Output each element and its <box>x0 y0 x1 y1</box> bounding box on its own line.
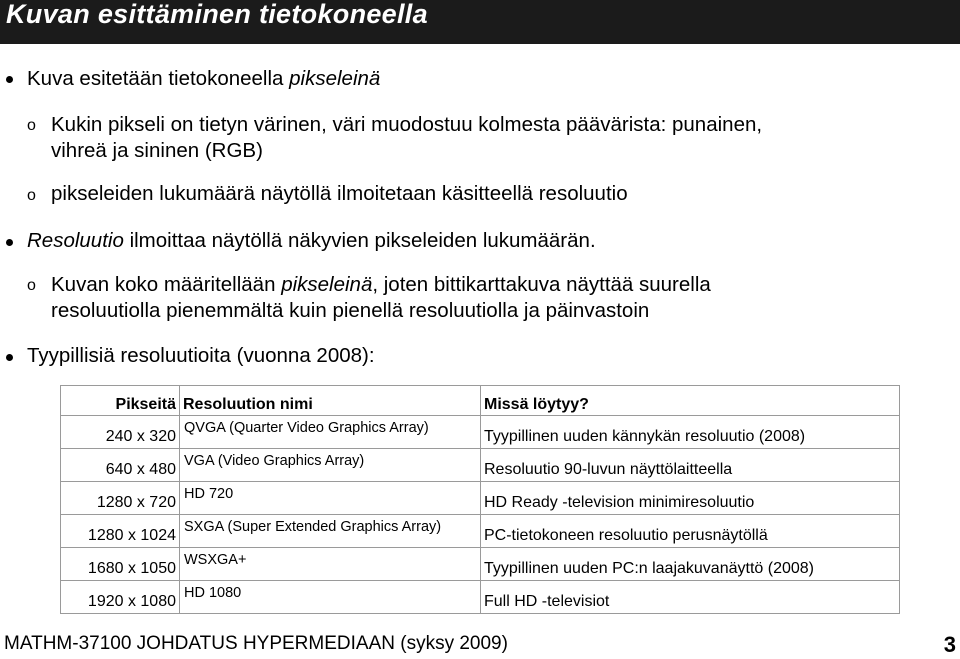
table-row <box>61 581 900 614</box>
bullet-2 <box>27 228 596 254</box>
resolution-table <box>60 385 900 614</box>
cell-pixels: 640 x 480 <box>61 449 180 482</box>
bullet-1 <box>27 66 380 92</box>
sub-bullet-3 <box>51 272 711 324</box>
table-row <box>61 548 900 581</box>
bullet-3 <box>27 343 375 369</box>
sub-bullet-3-text-end: , joten bittikarttakuva näyttää suurella <box>372 273 711 296</box>
header-resolution-name: Resoluution nimi <box>180 386 481 416</box>
cell-pixels: 1280 x 1024 <box>61 515 180 548</box>
cell-resolution-name: WSXGA+ <box>180 548 481 581</box>
table-row <box>61 416 900 449</box>
cell-pixels: 240 x 320 <box>61 416 180 449</box>
bullet-1-text: Kuva esitetään tietokoneella <box>27 67 290 90</box>
cell-where-found: Tyypillinen uuden PC:n laajakuvanäyttö (2008) <box>481 548 900 581</box>
cell-resolution-name: QVGA (Quarter Video Graphics Array) <box>180 416 481 449</box>
sub-bullet-1-line-2: vihreä ja sininen (RGB) <box>51 139 263 162</box>
cell-where-found: PC-tietokoneen resoluutio perusnäytöllä <box>481 515 900 548</box>
sub-bullet-marker: o <box>27 277 36 294</box>
cell-resolution-name: SXGA (Super Extended Graphics Array) <box>180 515 481 548</box>
bullet-3-text: Tyypillisiä resoluutioita (vuonna 2008): <box>27 344 375 367</box>
header-pixels: Pikseitä <box>61 386 180 416</box>
sub-bullet-3-text: Kuvan koko määritellään <box>51 273 282 296</box>
title-bar <box>0 0 960 44</box>
sub-bullet-marker: o <box>27 117 36 134</box>
cell-where-found: Resoluutio 90-luvun näyttölaitteella <box>481 449 900 482</box>
slide-title: Kuvan esittäminen tietokoneella <box>6 0 428 29</box>
sub-bullet-2 <box>51 181 628 207</box>
cell-where-found: Tyypillinen uuden kännykän resoluutio (2008) <box>481 416 900 449</box>
bullet-dot <box>6 239 13 246</box>
cell-pixels: 1920 x 1080 <box>61 581 180 614</box>
page-number: 3 <box>943 632 956 657</box>
sub-bullet-1 <box>51 112 762 164</box>
cell-resolution-name: VGA (Video Graphics Array) <box>180 449 481 482</box>
bullet-dot <box>6 354 13 361</box>
table-row <box>61 449 900 482</box>
cell-pixels: 1680 x 1050 <box>61 548 180 581</box>
cell-where-found: Full HD -televisiot <box>481 581 900 614</box>
cell-pixels: 1280 x 720 <box>61 482 180 515</box>
cell-where-found: HD Ready -television minimiresoluutio <box>481 482 900 515</box>
bullet-2-emphasis: Resoluutio <box>27 229 124 252</box>
table-row <box>61 515 900 548</box>
header-where-found: Missä löytyy? <box>481 386 900 416</box>
sub-bullet-3-line-2: resoluutiolla pienemmältä kuin pienellä resoluutiolla ja päinvastoin <box>51 299 650 322</box>
sub-bullet-2-text: pikseleiden lukumäärä näytöllä ilmoitetaan käsitteellä resoluutio <box>51 182 628 205</box>
bullet-dot <box>6 76 13 83</box>
bullet-2-text: ilmoittaa näytöllä näkyvien pikseleiden lukumäärän. <box>123 229 596 252</box>
table-header-row <box>61 386 900 416</box>
bullet-1-emphasis: pikseleinä <box>289 67 381 90</box>
footer-course: MATHM-37100 JOHDATUS HYPERMEDIAAN (syksy 2009) <box>4 633 508 654</box>
table-row <box>61 482 900 515</box>
cell-resolution-name: HD 720 <box>180 482 481 515</box>
sub-bullet-marker: o <box>27 187 36 204</box>
sub-bullet-1-line-1: Kukin pikseli on tietyn värinen, väri muodostuu kolmesta päävärista: punainen, <box>51 113 763 136</box>
sub-bullet-3-emphasis: pikseleinä <box>281 273 373 296</box>
cell-resolution-name: HD 1080 <box>180 581 481 614</box>
